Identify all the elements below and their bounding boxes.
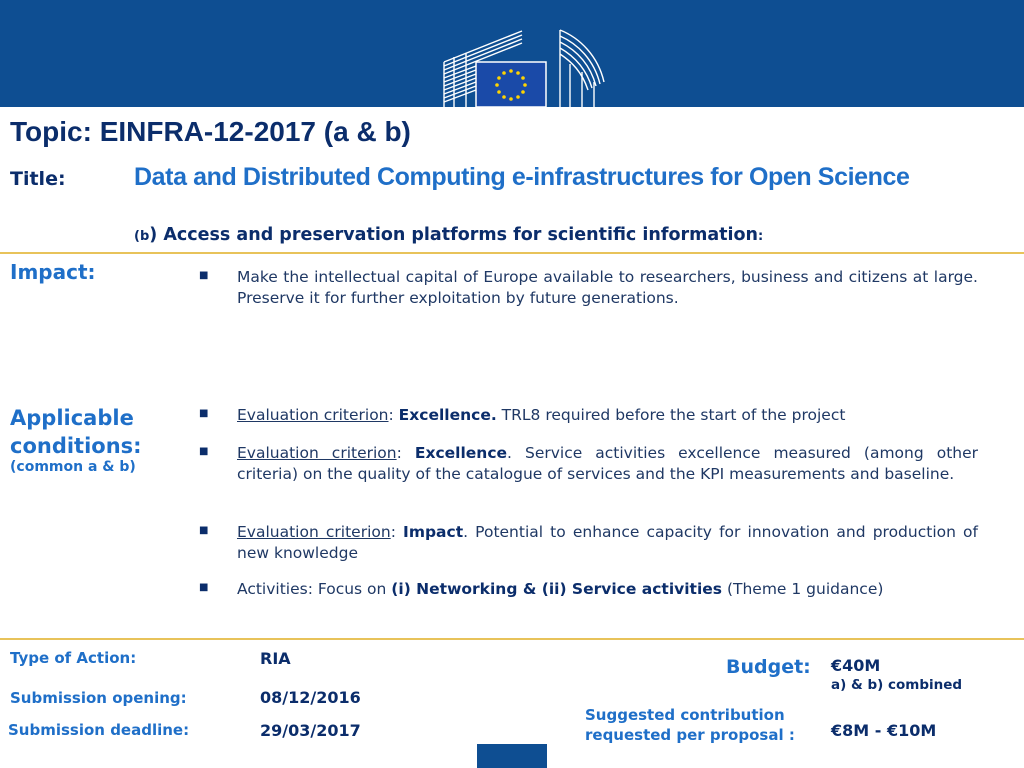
bullet-icon: ■ <box>199 582 209 593</box>
type-of-action-value: RIA <box>260 649 291 668</box>
submission-opening-value: 08/12/2016 <box>260 688 361 707</box>
evaluation-criterion-link[interactable]: Evaluation criterion <box>237 406 389 424</box>
title-subtitle <box>134 225 763 245</box>
bullet-icon: ■ <box>199 525 209 536</box>
conditions-label <box>10 404 142 460</box>
title-sub-prefix: (b <box>134 229 150 244</box>
submission-deadline-value: 29/03/2017 <box>260 721 361 740</box>
title-sub-text: ) Access and preservation platforms for scientific information <box>149 225 759 245</box>
suggested-contribution-value: €8M - €10M <box>831 721 937 740</box>
impact-label: Impact: <box>10 260 96 284</box>
topic-heading: Topic: EINFRA-12-2017 (a & b) <box>10 116 411 147</box>
condition-item: Activities: Focus on (i) Networking & (ii) Service activities (Theme 1 guidance) <box>237 580 884 598</box>
header-band <box>0 0 1024 107</box>
submission-opening-label: Submission opening: <box>10 689 187 707</box>
conditions-label-line1: Applicable <box>10 406 134 430</box>
impact-item: Make the intellectual capital of Europe available to researchers, business and citizens at large. Preserve it for further exploitation by future generations. <box>237 268 978 307</box>
bullet-icon: ■ <box>199 270 209 281</box>
budget-label: Budget: <box>726 656 811 678</box>
conditions-note: (common a & b) <box>10 459 136 475</box>
bullet-icon: ■ <box>199 408 209 419</box>
condition-item: Evaluation criterion: Impact. Potential to enhance capacity for innovation and production of new knowledge <box>237 523 978 562</box>
suggested-contribution-label-line2: requested per proposal : <box>585 726 795 744</box>
submission-deadline-label: Submission deadline: <box>8 721 190 739</box>
bottom-flag-tab <box>477 744 547 768</box>
budget-value: €40M <box>831 656 881 675</box>
divider-bottom <box>0 638 1024 640</box>
type-of-action-label: Type of Action: <box>10 649 137 667</box>
suggested-contribution-label-line1: Suggested contribution <box>585 706 785 724</box>
budget-note: a) & b) combined <box>831 677 963 693</box>
condition-item: Evaluation criterion: Excellence. TRL8 required before the start of the project <box>237 406 846 424</box>
title-main: Data and Distributed Computing e-infrastructures for Open Science <box>134 163 910 191</box>
evaluation-criterion-link[interactable]: Evaluation criterion <box>237 523 391 541</box>
title-sub-suffix: : <box>758 229 764 244</box>
bullet-icon: ■ <box>199 446 209 457</box>
divider-top <box>0 252 1024 254</box>
title-label: Title: <box>10 168 66 190</box>
evaluation-criterion-link[interactable]: Evaluation criterion <box>237 444 397 462</box>
european-commission-logo-icon <box>440 26 608 107</box>
conditions-label-line2: conditions: <box>10 434 142 458</box>
condition-item: Evaluation criterion: Excellence. Service activities excellence measured (among other criteria) on the quality of the catalogue of services and the KPI measurements and baseline. <box>237 444 978 483</box>
